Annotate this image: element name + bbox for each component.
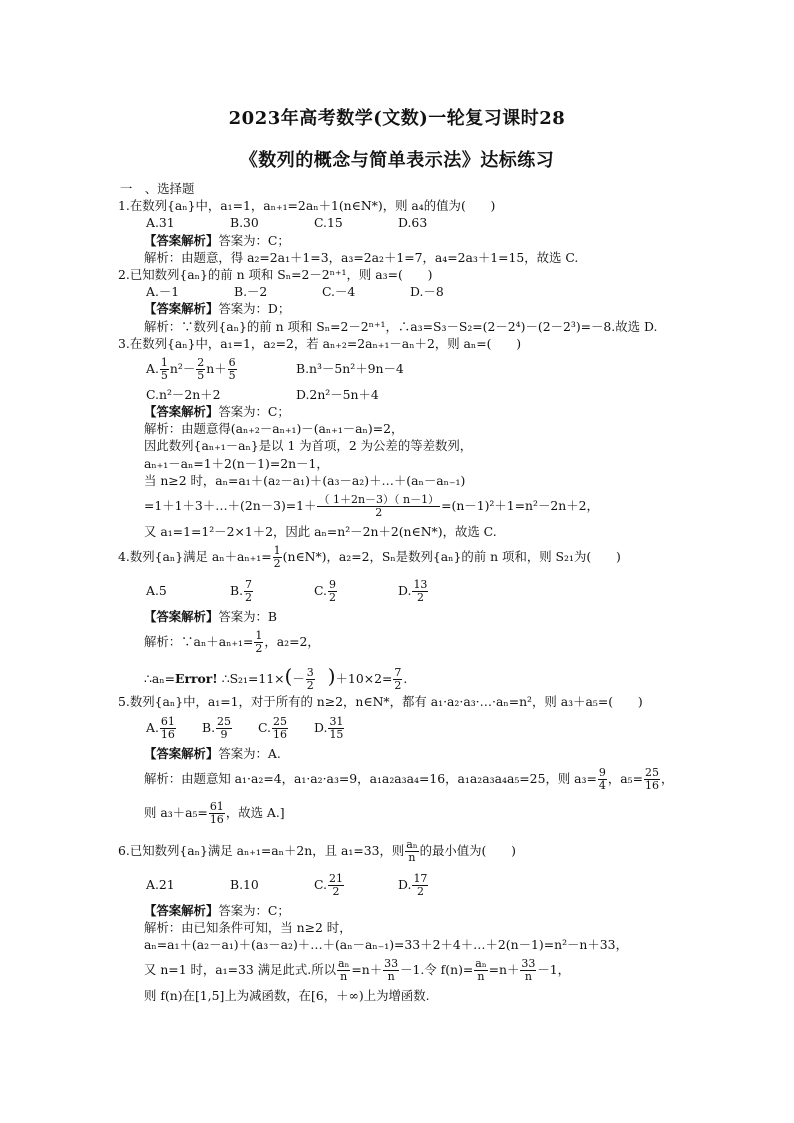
- option-a-term: n＋: [206, 360, 227, 376]
- fraction: [209, 801, 225, 826]
- fraction: [328, 716, 344, 741]
- doc-title-line1: 2023年高考数学(文数)一轮复习课时28: [228, 108, 566, 129]
- question-3-solution-1: 解析：由题意得(aₙ₊₂－aₙ₊₁)－(aₙ₊₁－aₙ)=2，: [144, 421, 404, 437]
- fraction: [306, 667, 315, 692]
- solution-text: 又 n=1 时，a₁=33 满足此式.所以: [144, 962, 337, 978]
- answer-text: 答案为：C；: [218, 232, 290, 248]
- denominator: 2: [416, 884, 424, 898]
- left-paren: (: [284, 664, 293, 689]
- solution-text: －1，: [537, 962, 571, 978]
- question-5-answer: [118, 745, 718, 762]
- question-2-stem: 2.已知数列{aₙ}的前 n 项和 Sₙ=2－2ⁿ⁺¹，则 a₃=( ): [118, 266, 433, 282]
- solution-text: ，故选 A.]: [225, 804, 285, 820]
- question-1-solution: 解析：由题意，得 a₂=2a₁＋1=3，a₃=2a₂＋1=7，a₄=2a₃＋1=15，故选 C.: [144, 249, 579, 265]
- numerator: aₙ: [406, 837, 418, 851]
- option-d: [398, 868, 429, 902]
- answer-text: 答案为：B: [218, 609, 278, 625]
- solution-text: ，: [661, 770, 674, 786]
- denominator: 2: [332, 884, 340, 898]
- answer-tag: 【答案解析】: [144, 609, 219, 625]
- option-a: A.5: [146, 583, 167, 599]
- denominator: 2: [306, 679, 314, 693]
- denominator: n: [387, 970, 395, 984]
- option-b: [230, 574, 314, 608]
- answer-tag: 【答案解析】: [144, 301, 219, 317]
- option-prefix: D.: [314, 719, 328, 735]
- fraction: [405, 839, 418, 864]
- numerator: 1: [273, 544, 281, 558]
- option-c: [314, 574, 398, 608]
- denominator: n: [340, 970, 348, 984]
- option-a: [146, 711, 202, 745]
- option-a: A.21: [146, 876, 175, 892]
- answer-text: 答案为：A.: [218, 745, 281, 761]
- denominator: 5: [160, 368, 168, 382]
- option-b: B.－2: [234, 284, 268, 300]
- fraction: [412, 579, 428, 604]
- answer-text: 答案为：D；: [218, 301, 291, 317]
- option-a-term: n²－: [169, 360, 196, 376]
- numerator: 1: [160, 355, 168, 369]
- stem-text: (n∈N*)，a₂=2，Sₙ是数列{aₙ}的前 n 项和，则 S₂₁为( ): [282, 549, 621, 565]
- solution-text: 则 a₃＋a₅=: [144, 804, 208, 820]
- denominator: 2: [328, 591, 336, 605]
- numerator: 31: [329, 714, 344, 728]
- solution-text: =n＋: [351, 962, 383, 978]
- question-3-answer: [118, 403, 718, 420]
- numerator: 3: [306, 666, 314, 680]
- answer-text: 答案为：C；: [218, 902, 290, 918]
- question-4-stem: [118, 540, 718, 574]
- denominator: 2: [273, 557, 281, 571]
- question-4-answer: [118, 608, 718, 625]
- question-3-stem: 3.在数列{aₙ}中，a₁=1，a₂=2，若 aₙ₊₂=2aₙ₊₁－aₙ＋2，则 aₙ=( ): [118, 335, 522, 351]
- question-3-options-cd: [118, 386, 718, 403]
- fraction: [383, 958, 399, 983]
- option-a: [146, 352, 296, 386]
- solution-text: =(n－1)²＋1=n²－2n＋2，: [441, 498, 599, 513]
- solution-text: ，a₂=2，: [264, 634, 320, 650]
- option-prefix: C.: [314, 876, 327, 892]
- question-5-stem: 5.数列{aₙ}中，a₁=1，对于所有的 n≥2，n∈N*，都有 a₁·a₂·a₃·…·aₙ=n²，则 a₃＋a₅=( ): [118, 694, 643, 710]
- fraction: [328, 579, 337, 604]
- numerator: aₙ: [338, 957, 350, 971]
- option-d: D.63: [398, 215, 428, 231]
- solution-text: －1.令 f(n)=: [400, 962, 474, 978]
- numerator: 6: [228, 355, 236, 369]
- numerator: 7: [394, 666, 402, 680]
- denominator: 2: [394, 679, 402, 693]
- numerator: （ 1＋2n－3）（ n－1）: [318, 493, 440, 506]
- fraction: [328, 873, 344, 898]
- question-1-answer: [118, 232, 718, 249]
- answer-tag: 【答案解析】: [144, 404, 219, 420]
- fraction: [160, 357, 169, 382]
- numerator: 9: [598, 765, 606, 779]
- question-2-answer: [118, 300, 718, 317]
- solution-text: ＋10×2=: [335, 671, 393, 687]
- denominator: n: [477, 970, 485, 984]
- option-c: [258, 711, 314, 745]
- option-c: C.n²－2n＋2: [146, 386, 221, 402]
- option-b: B.n³－5n²＋9n－4: [296, 360, 404, 376]
- fraction: [244, 579, 253, 604]
- fraction: [216, 716, 232, 741]
- option-b: B.10: [230, 876, 259, 892]
- denominator: 5: [197, 368, 205, 382]
- question-3-solution-5: [118, 489, 718, 523]
- stem-text: 6.已知数列{aₙ}满足 aₙ₊₁=aₙ＋2n，且 a₁=33，则: [118, 842, 405, 858]
- option-c: C.15: [314, 215, 343, 231]
- denominator: 16: [645, 778, 660, 792]
- fraction: [474, 958, 487, 983]
- question-2-options: [118, 283, 718, 300]
- option-d: [398, 574, 429, 608]
- numerator: 7: [245, 578, 253, 592]
- fraction: [272, 716, 288, 741]
- fraction: [273, 545, 282, 570]
- denominator: 15: [329, 727, 344, 741]
- numerator: 9: [328, 578, 336, 592]
- numerator: 61: [160, 714, 175, 728]
- solution-text: ∴aₙ=: [144, 671, 176, 687]
- question-3-solution-2: 因此数列{aₙ₊₁－aₙ}是以 1 为首项，2 为公差的等差数列，: [144, 438, 473, 454]
- question-5-solution-2: [118, 796, 718, 830]
- denominator: 2: [245, 591, 253, 605]
- option-c: [314, 868, 398, 902]
- denominator: n: [408, 850, 416, 864]
- numerator: aₙ: [475, 957, 487, 971]
- answer-tag: 【答案解析】: [144, 902, 219, 918]
- numerator: 33: [521, 957, 536, 971]
- question-3-solution-3: aₙ₊₁－aₙ=1＋2(n－1)=2n－1，: [144, 455, 329, 471]
- numerator: 33: [384, 957, 399, 971]
- option-prefix: D.: [398, 583, 412, 599]
- fraction: [520, 958, 536, 983]
- fraction: [228, 357, 237, 382]
- solution-text: 解析：∵aₙ＋aₙ₊₁=: [144, 634, 254, 650]
- option-prefix: B.: [202, 719, 216, 735]
- option-d: D.－8: [410, 284, 444, 300]
- denominator: 16: [209, 812, 224, 826]
- denominator: 2: [255, 642, 263, 656]
- numerator: 13: [413, 578, 428, 592]
- option-prefix: A.: [146, 719, 159, 735]
- numerator: 21: [328, 871, 343, 885]
- fraction: [412, 873, 428, 898]
- question-4-options: [118, 574, 718, 608]
- denominator: 5: [228, 368, 236, 382]
- option-prefix: D.: [398, 876, 412, 892]
- question-4-solution-1: [118, 625, 718, 659]
- numerator: 25: [645, 765, 660, 779]
- denominator: n: [524, 970, 532, 984]
- fraction: [644, 767, 660, 792]
- denominator: 9: [220, 727, 228, 741]
- option-prefix: C.: [258, 719, 271, 735]
- denominator: 2: [416, 591, 424, 605]
- question-6-solution-2: aₙ=a₁＋(a₂－a₁)＋(a₃－a₂)＋…＋(aₙ－aₙ₋₁)=33＋2＋4＋…＋2(n－1)=n²－n＋33，: [144, 937, 628, 953]
- denominator: 16: [272, 727, 287, 741]
- option-prefix: C.: [314, 583, 327, 599]
- right-paren: ): [327, 664, 336, 689]
- option-prefix: B.: [230, 583, 244, 599]
- numerator: 25: [217, 714, 232, 728]
- fraction: [317, 494, 440, 519]
- answer-tag: 【答案解析】: [144, 232, 219, 248]
- document-body: [118, 180, 718, 1005]
- question-3-solution-6: 又 a₁=1=1²－2×1＋2，因此 aₙ=n²－2n＋2(n∈N*)，故选 C.: [144, 524, 497, 539]
- question-1-options: [118, 214, 718, 231]
- option-b: [202, 711, 258, 745]
- solution-text: 解析：由题意知 a₁·a₂=4，a₁·a₂·a₃=9，a₁a₂a₃a₄=16，a₁a₂a₃a₄a₅=25，则 a₃=: [144, 770, 597, 786]
- question-3-options-ab: [118, 352, 718, 386]
- numerator: 25: [272, 714, 287, 728]
- question-6-stem: [118, 834, 718, 868]
- option-b: B.30: [230, 215, 259, 231]
- option-a-prefix: A.: [146, 360, 159, 376]
- question-5-options: [118, 711, 718, 745]
- solution-text: =n＋: [488, 962, 520, 978]
- question-6-solution-3: [118, 953, 718, 987]
- stem-text: 的最小值为( ): [419, 842, 516, 858]
- numerator: 1: [255, 629, 263, 643]
- question-2-solution: 解析：∵数列{aₙ}的前 n 项和 Sₙ=2－2ⁿ⁺¹，∴a₃=S₃－S₂=(2－2⁴)－(2－2³)=－8.故选 D.: [144, 318, 658, 334]
- option-a: A.－1: [146, 284, 180, 300]
- fraction: [337, 958, 350, 983]
- numerator: 17: [413, 871, 428, 885]
- fraction: [393, 667, 402, 692]
- question-6-solution-1: 解析：由已知条件可知，当 n≥2 时，: [144, 919, 352, 935]
- denominator: 4: [598, 778, 606, 792]
- question-3-solution-4: 当 n≥2 时，aₙ=a₁＋(a₂－a₁)＋(a₃－a₂)＋…＋(aₙ－aₙ₋₁): [144, 472, 466, 488]
- solution-text: =1＋1＋3＋…＋(2n－3)=1＋: [144, 498, 317, 513]
- option-d: [314, 711, 345, 745]
- question-5-solution-1: [118, 762, 718, 796]
- answer-tag: 【答案解析】: [144, 745, 219, 761]
- stem-text: 4.数列{aₙ}满足 aₙ＋aₙ₊₁=: [118, 549, 272, 565]
- denominator: 16: [160, 727, 175, 741]
- question-6-answer: [118, 902, 718, 919]
- fraction: [160, 716, 176, 741]
- doc-title-line2: 《数列的概念与简单表示法》达标练习: [239, 150, 555, 171]
- question-6-solution-4: 则 f(n)在[1,5]上为减函数，在[6，＋∞)上为增函数.: [144, 988, 430, 1004]
- fraction: [196, 357, 205, 382]
- question-6-options: [118, 868, 718, 902]
- fraction: [598, 767, 607, 792]
- denominator: 2: [375, 506, 383, 519]
- fraction: [254, 630, 263, 655]
- numerator: 61: [209, 799, 224, 813]
- section-heading: 一 、选择题: [120, 181, 195, 196]
- question-4-solution-2: ∴aₙ=Error! ∴S₂₁=11×(－ $\frac{3}{2}$ )＋10×2= $\frac{7}{2}$ .: [144, 664, 408, 693]
- error-text: Error!: [175, 671, 218, 687]
- option-a: A.31: [146, 215, 175, 231]
- option-c: C.－4: [322, 284, 356, 300]
- question-1-stem: 1.在数列{aₙ}中，a₁=1，aₙ₊₁=2aₙ＋1(n∈N*)，则 a₄的值为( ): [118, 198, 496, 214]
- solution-text: ，a₅=: [607, 770, 644, 786]
- solution-text: ∴S₂₁=11×: [217, 671, 285, 687]
- answer-text: 答案为：C；: [218, 404, 290, 420]
- option-d: D.2n²－5n＋4: [296, 386, 379, 402]
- numerator: 2: [197, 355, 205, 369]
